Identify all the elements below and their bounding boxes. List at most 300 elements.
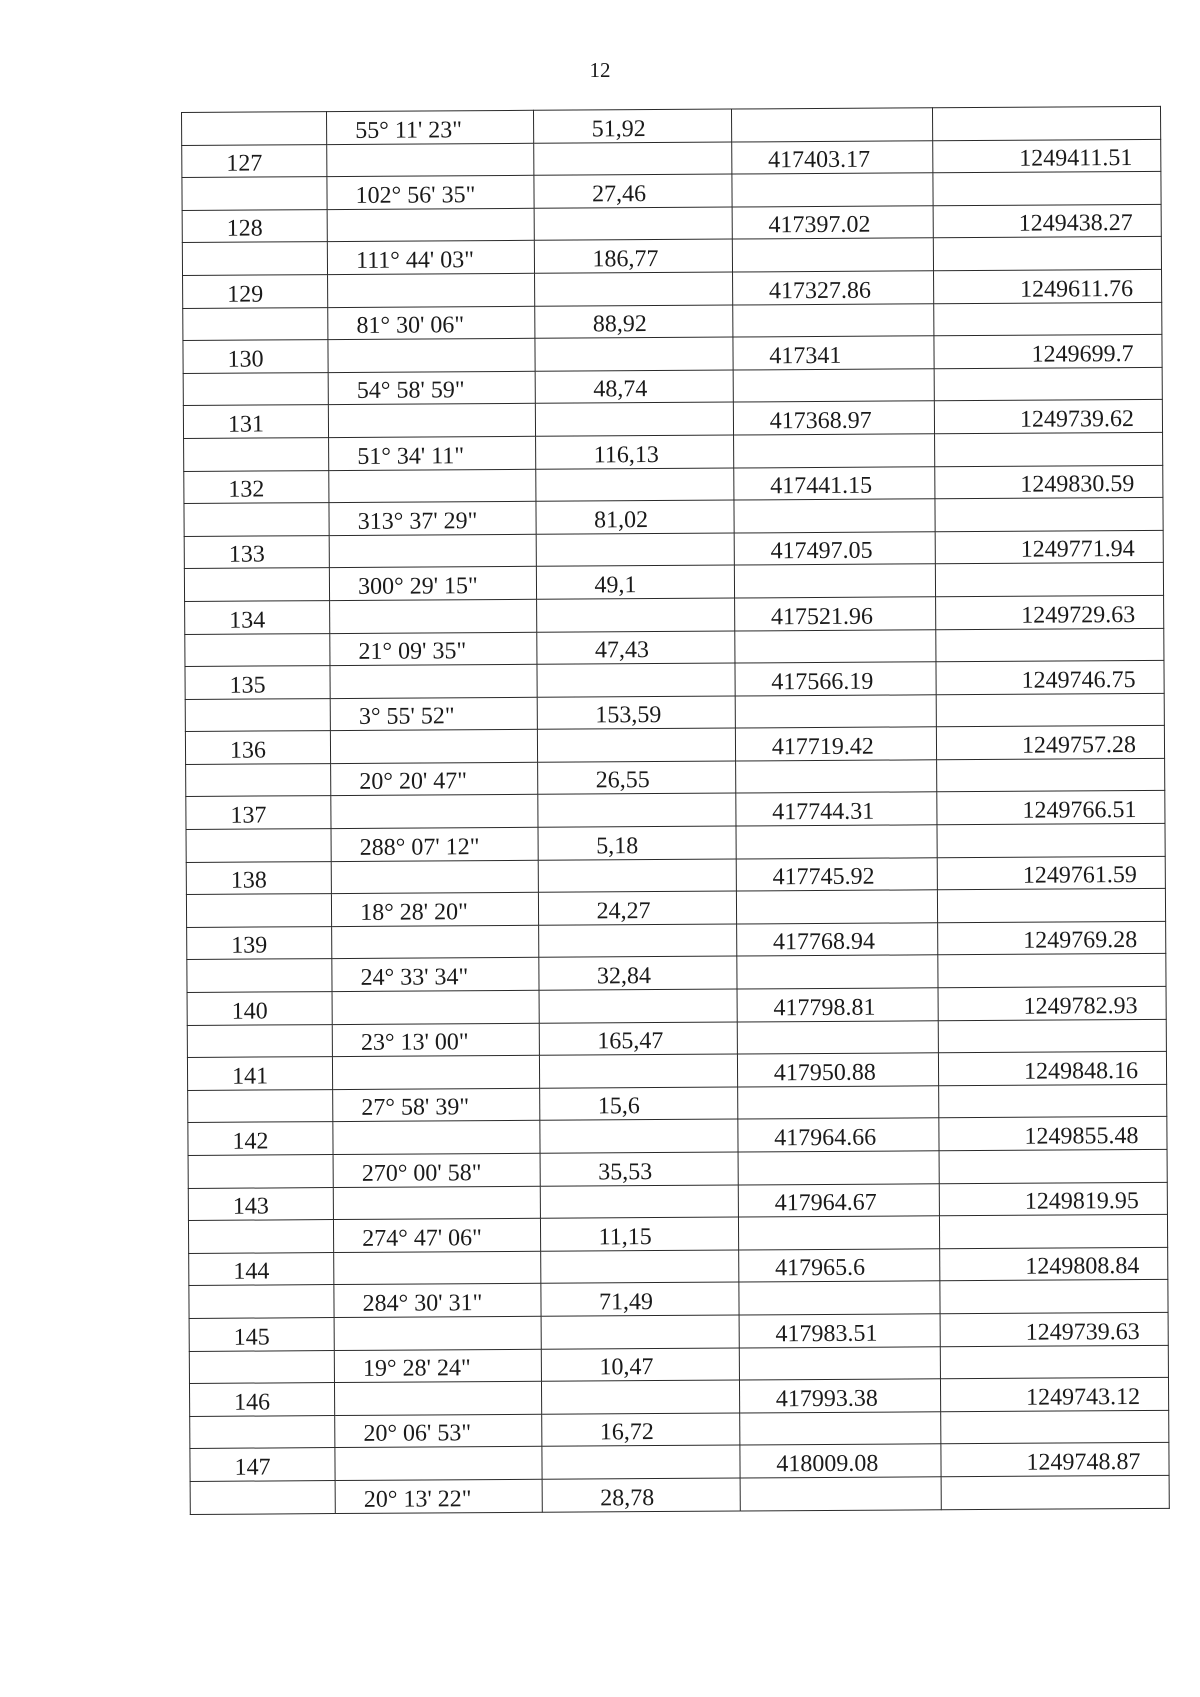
direction-angle-text: 274° 47' 06" bbox=[362, 1224, 482, 1252]
distance-text: 71,49 bbox=[598, 1289, 654, 1316]
distance-cell bbox=[536, 598, 734, 632]
x-coordinate-cell bbox=[731, 140, 933, 174]
y-coordinate-cell bbox=[935, 530, 1163, 564]
y-coordinate-cell bbox=[934, 367, 1162, 401]
point-number-text: 144 bbox=[233, 1258, 270, 1286]
direction-angle-cell bbox=[335, 1479, 542, 1513]
x-coordinate-cell bbox=[732, 173, 934, 207]
x-coordinate-text: 417964.66 bbox=[774, 1124, 877, 1152]
direction-angle-cell bbox=[333, 1186, 540, 1220]
y-coordinate-cell bbox=[941, 1410, 1169, 1444]
y-coordinate-cell bbox=[940, 1247, 1168, 1281]
y-coordinate-cell bbox=[936, 726, 1164, 760]
direction-angle-cell bbox=[334, 1349, 541, 1383]
y-coordinate-cell bbox=[937, 758, 1165, 792]
y-coordinate-text: 1249782.93 bbox=[1023, 992, 1138, 1020]
point-number-cell bbox=[187, 959, 332, 993]
y-coordinate-cell bbox=[935, 497, 1163, 531]
x-coordinate-text: 417964.67 bbox=[774, 1189, 877, 1217]
x-coordinate-text: 417327.86 bbox=[768, 277, 871, 304]
point-number-text: 147 bbox=[234, 1454, 271, 1481]
direction-angle-text: 3° 55' 52" bbox=[358, 703, 455, 731]
distance-cell bbox=[534, 272, 732, 306]
distance-cell bbox=[539, 1087, 737, 1121]
y-coordinate-cell bbox=[933, 237, 1161, 271]
point-number-cell bbox=[190, 1480, 335, 1514]
point-number-text: 130 bbox=[227, 346, 264, 373]
distance-cell bbox=[539, 1022, 737, 1056]
point-number-text: 128 bbox=[226, 215, 263, 243]
y-coordinate-text: 1249819.95 bbox=[1024, 1188, 1139, 1215]
x-coordinate-text: 418009.08 bbox=[776, 1450, 879, 1478]
distance-cell bbox=[541, 1413, 739, 1447]
point-number-cell bbox=[188, 1220, 333, 1254]
direction-angle-cell bbox=[329, 567, 536, 601]
distance-text: 32,84 bbox=[596, 963, 652, 990]
point-number-text: 143 bbox=[232, 1193, 269, 1220]
direction-angle-cell bbox=[334, 1251, 541, 1285]
point-number-cell bbox=[187, 926, 332, 960]
distance-cell bbox=[541, 1380, 739, 1414]
point-number-cell bbox=[183, 372, 328, 406]
distance-cell bbox=[535, 402, 733, 436]
distance-cell bbox=[540, 1250, 738, 1284]
distance-cell bbox=[534, 207, 732, 241]
direction-angle-cell bbox=[331, 762, 538, 796]
distance-cell bbox=[533, 142, 731, 176]
distance-cell bbox=[538, 859, 736, 893]
y-coordinate-text: 1249757.28 bbox=[1021, 731, 1137, 759]
direction-angle-cell bbox=[329, 469, 536, 503]
point-number-cell bbox=[182, 144, 327, 178]
y-coordinate-cell bbox=[940, 1280, 1168, 1314]
distance-text: 27,46 bbox=[591, 180, 647, 208]
y-coordinate-cell bbox=[933, 139, 1161, 173]
y-coordinate-cell bbox=[939, 1117, 1167, 1151]
point-number-cell bbox=[185, 600, 330, 634]
point-number-cell bbox=[184, 535, 329, 569]
distance-text: 153,59 bbox=[595, 702, 662, 729]
x-coordinate-cell bbox=[736, 923, 938, 957]
point-number-text: 136 bbox=[229, 737, 267, 764]
y-coordinate-text: 1249748.87 bbox=[1026, 1448, 1141, 1476]
y-coordinate-cell bbox=[936, 628, 1164, 662]
point-number-cell bbox=[184, 568, 329, 602]
direction-angle-cell bbox=[334, 1316, 541, 1350]
direction-angle-cell bbox=[332, 893, 539, 927]
direction-angle-text: 300° 29' 15" bbox=[358, 573, 478, 600]
x-coordinate-cell bbox=[739, 1346, 941, 1380]
distance-text: 165,47 bbox=[597, 1028, 664, 1055]
x-coordinate-text: 417983.51 bbox=[775, 1320, 878, 1347]
x-coordinate-cell bbox=[738, 1118, 940, 1152]
distance-cell bbox=[540, 1185, 738, 1219]
point-number-cell bbox=[183, 340, 328, 374]
point-number-text: 145 bbox=[233, 1324, 270, 1351]
direction-angle-text: 20° 20' 47" bbox=[359, 768, 468, 796]
point-number-cell bbox=[188, 1122, 333, 1156]
point-number-cell bbox=[186, 861, 331, 895]
distance-cell bbox=[539, 989, 737, 1023]
distance-cell bbox=[541, 1445, 739, 1479]
y-coordinate-text: 1249808.84 bbox=[1025, 1253, 1140, 1281]
y-coordinate-text: 1249746.75 bbox=[1021, 666, 1136, 694]
direction-angle-text: 284° 30' 31" bbox=[362, 1290, 483, 1317]
x-coordinate-text: 417965.6 bbox=[774, 1255, 866, 1282]
direction-angle-cell bbox=[333, 1153, 540, 1187]
direction-angle-cell bbox=[329, 534, 536, 568]
point-number-text: 129 bbox=[227, 281, 264, 308]
x-coordinate-text: 417768.94 bbox=[772, 929, 876, 956]
direction-angle-cell bbox=[331, 730, 538, 764]
point-number-cell bbox=[185, 666, 330, 700]
x-coordinate-cell bbox=[737, 955, 939, 989]
y-coordinate-cell bbox=[941, 1443, 1169, 1477]
distance-cell bbox=[539, 1054, 737, 1088]
point-number-cell bbox=[188, 1155, 333, 1189]
x-coordinate-cell bbox=[735, 760, 937, 794]
distance-cell bbox=[536, 565, 734, 599]
direction-angle-cell bbox=[333, 1121, 540, 1155]
x-coordinate-cell bbox=[735, 694, 937, 728]
distance-cell bbox=[537, 761, 735, 795]
direction-angle-cell bbox=[328, 371, 535, 405]
point-number-cell bbox=[189, 1252, 334, 1286]
distance-text: 5,18 bbox=[596, 832, 639, 860]
x-coordinate-cell bbox=[734, 564, 936, 598]
x-coordinate-cell bbox=[731, 108, 933, 142]
y-coordinate-text: 1249438.27 bbox=[1018, 210, 1133, 238]
direction-angle-cell bbox=[330, 632, 537, 666]
y-coordinate-text: 1249761.59 bbox=[1022, 862, 1137, 889]
distance-text: 24,27 bbox=[596, 897, 651, 925]
distance-cell bbox=[538, 826, 736, 860]
distance-text: 51,92 bbox=[591, 115, 646, 143]
x-coordinate-cell bbox=[738, 1216, 940, 1250]
x-coordinate-cell bbox=[733, 434, 935, 468]
direction-angle-cell bbox=[332, 1023, 539, 1057]
y-coordinate-cell bbox=[936, 693, 1164, 727]
distance-cell bbox=[535, 435, 733, 469]
direction-angle-cell bbox=[331, 795, 538, 829]
y-coordinate-cell bbox=[936, 660, 1164, 694]
x-coordinate-text: 417798.81 bbox=[773, 994, 876, 1021]
point-number-cell bbox=[183, 405, 328, 439]
y-coordinate-text: 1249739.62 bbox=[1019, 405, 1135, 433]
x-coordinate-text: 417993.38 bbox=[775, 1385, 878, 1413]
x-coordinate-cell bbox=[740, 1477, 942, 1511]
x-coordinate-cell bbox=[737, 1020, 939, 1054]
y-coordinate-cell bbox=[939, 1182, 1167, 1216]
direction-angle-cell bbox=[328, 338, 535, 372]
y-coordinate-cell bbox=[935, 432, 1163, 466]
point-number-text: 141 bbox=[231, 1063, 269, 1090]
x-coordinate-text: 417566.19 bbox=[771, 668, 874, 695]
distance-text: 186,77 bbox=[592, 245, 659, 273]
y-coordinate-cell bbox=[935, 465, 1163, 499]
direction-angle-text: 111° 44' 03" bbox=[355, 247, 475, 274]
direction-angle-cell bbox=[329, 501, 536, 535]
distance-text: 16,72 bbox=[599, 1419, 654, 1446]
point-number-text: 127 bbox=[226, 150, 263, 177]
coordinates-table-body bbox=[182, 106, 1170, 1514]
y-coordinate-text: 1249739.63 bbox=[1025, 1318, 1140, 1346]
x-coordinate-cell bbox=[735, 629, 937, 663]
direction-angle-text: 270° 00' 58" bbox=[361, 1159, 482, 1187]
y-coordinate-cell bbox=[937, 823, 1165, 857]
y-coordinate-cell bbox=[937, 791, 1165, 825]
point-number-cell bbox=[187, 992, 332, 1026]
point-number-cell bbox=[185, 633, 330, 667]
x-coordinate-cell bbox=[737, 1086, 939, 1120]
y-coordinate-cell bbox=[934, 302, 1162, 336]
direction-angle-cell bbox=[327, 175, 534, 209]
y-coordinate-text: 1249611.76 bbox=[1019, 275, 1134, 303]
y-coordinate-cell bbox=[938, 986, 1166, 1020]
distance-cell bbox=[536, 533, 734, 567]
segment-row bbox=[190, 1475, 1169, 1514]
direction-angle-cell bbox=[331, 827, 538, 861]
y-coordinate-cell bbox=[940, 1345, 1168, 1379]
y-coordinate-text: 1249411.51 bbox=[1019, 145, 1133, 172]
y-coordinate-cell bbox=[939, 1084, 1167, 1118]
direction-angle-text: 102° 56' 35" bbox=[355, 181, 476, 209]
x-coordinate-cell bbox=[737, 1053, 939, 1087]
point-number-cell bbox=[189, 1318, 334, 1352]
x-coordinate-cell bbox=[736, 857, 938, 891]
y-coordinate-cell bbox=[938, 921, 1166, 955]
y-coordinate-cell bbox=[937, 889, 1165, 923]
distance-cell bbox=[535, 370, 733, 404]
distance-text: 81,02 bbox=[594, 506, 649, 534]
point-number-cell bbox=[186, 796, 331, 830]
point-number-cell bbox=[184, 438, 329, 472]
point-number-cell bbox=[186, 829, 331, 863]
point-number-cell bbox=[182, 242, 327, 276]
distance-text: 48,74 bbox=[593, 376, 648, 403]
x-coordinate-text: 417441.15 bbox=[770, 472, 873, 500]
direction-angle-text: 27° 58' 39" bbox=[361, 1094, 470, 1122]
x-coordinate-text: 417497.05 bbox=[770, 537, 873, 565]
point-number-text: 131 bbox=[227, 411, 265, 438]
point-number-text: 137 bbox=[230, 802, 267, 829]
x-coordinate-text: 417719.42 bbox=[771, 733, 874, 761]
direction-angle-cell bbox=[328, 273, 535, 307]
distance-cell bbox=[541, 1315, 739, 1349]
x-coordinate-text: 417403.17 bbox=[768, 146, 871, 174]
direction-angle-text: 21° 09' 35" bbox=[358, 638, 467, 665]
point-number-text: 142 bbox=[232, 1128, 269, 1155]
point-number-cell bbox=[183, 275, 328, 309]
direction-angle-cell bbox=[327, 208, 534, 242]
direction-angle-cell bbox=[334, 1284, 541, 1318]
point-number-text: 135 bbox=[229, 672, 266, 699]
point-number-cell bbox=[189, 1285, 334, 1319]
y-coordinate-cell bbox=[940, 1215, 1168, 1249]
distance-cell bbox=[535, 500, 733, 534]
x-coordinate-text: 417397.02 bbox=[768, 212, 871, 239]
x-coordinate-cell bbox=[733, 401, 935, 435]
direction-angle-text: 288° 07' 12" bbox=[359, 833, 480, 861]
direction-angle-text: 54° 58' 59" bbox=[356, 377, 465, 405]
x-coordinate-cell bbox=[739, 1412, 941, 1446]
distance-cell bbox=[534, 239, 732, 273]
coordinates-table bbox=[181, 106, 1170, 1515]
x-coordinate-cell bbox=[735, 662, 937, 696]
point-number-cell bbox=[182, 112, 327, 146]
point-number-text: 133 bbox=[228, 541, 265, 569]
page-number: 12 bbox=[589, 58, 611, 82]
direction-angle-cell bbox=[328, 404, 535, 438]
distance-cell bbox=[537, 793, 735, 827]
y-coordinate-text: 1249830.59 bbox=[1020, 471, 1135, 498]
point-number-cell bbox=[189, 1350, 334, 1384]
y-coordinate-text: 1249743.12 bbox=[1026, 1383, 1141, 1411]
x-coordinate-cell bbox=[738, 1249, 940, 1283]
distance-cell bbox=[539, 1119, 737, 1153]
direction-angle-text: 81° 30' 06" bbox=[356, 312, 465, 340]
point-number-cell bbox=[184, 470, 329, 504]
point-number-cell bbox=[187, 1057, 332, 1091]
y-coordinate-cell bbox=[934, 269, 1162, 303]
x-coordinate-cell bbox=[733, 336, 935, 370]
distance-cell bbox=[540, 1217, 738, 1251]
direction-angle-cell bbox=[335, 1414, 542, 1448]
x-coordinate-cell bbox=[736, 890, 938, 924]
direction-angle-text: 18° 28' 20" bbox=[360, 899, 468, 926]
x-coordinate-cell bbox=[732, 238, 934, 272]
point-number-text: 132 bbox=[228, 476, 265, 503]
direction-angle-cell bbox=[330, 664, 537, 698]
point-number-cell bbox=[184, 503, 329, 537]
direction-angle-cell bbox=[330, 697, 537, 731]
x-coordinate-cell bbox=[736, 792, 938, 826]
point-number-cell bbox=[187, 1024, 332, 1058]
point-number-cell bbox=[190, 1448, 335, 1482]
x-coordinate-cell bbox=[739, 1379, 941, 1413]
direction-angle-text: 20° 06' 53" bbox=[363, 1420, 472, 1448]
y-coordinate-cell bbox=[933, 172, 1161, 206]
point-number-cell bbox=[188, 1089, 333, 1123]
x-coordinate-cell bbox=[737, 988, 939, 1022]
y-coordinate-text: 1249855.48 bbox=[1024, 1123, 1139, 1150]
y-coordinate-cell bbox=[934, 334, 1162, 368]
point-number-cell bbox=[183, 307, 328, 341]
distance-cell bbox=[533, 109, 731, 143]
distance-text: 116,13 bbox=[593, 441, 659, 468]
distance-cell bbox=[540, 1282, 738, 1316]
direction-angle-cell bbox=[331, 860, 538, 894]
distance-cell bbox=[537, 728, 735, 762]
point-number-cell bbox=[185, 731, 330, 765]
y-coordinate-text: 1249848.16 bbox=[1023, 1057, 1139, 1085]
direction-angle-text: 51° 34' 11" bbox=[357, 442, 465, 470]
y-coordinate-text: 1249769.28 bbox=[1023, 927, 1138, 955]
x-coordinate-cell bbox=[736, 825, 938, 859]
distance-text: 88,92 bbox=[592, 311, 647, 338]
x-coordinate-cell bbox=[733, 303, 935, 337]
direction-angle-cell bbox=[332, 958, 539, 992]
y-coordinate-text: 1249766.51 bbox=[1022, 797, 1137, 824]
distance-text: 10,47 bbox=[599, 1354, 654, 1381]
y-coordinate-cell bbox=[941, 1377, 1169, 1411]
direction-angle-cell bbox=[333, 1055, 540, 1089]
point-number-cell bbox=[182, 177, 327, 211]
direction-angle-cell bbox=[332, 990, 539, 1024]
distance-cell bbox=[541, 1348, 739, 1382]
distance-cell bbox=[534, 337, 732, 371]
distance-text: 35,53 bbox=[598, 1158, 653, 1185]
distance-cell bbox=[538, 924, 736, 958]
direction-angle-text: 23° 13' 00" bbox=[360, 1029, 469, 1057]
x-coordinate-cell bbox=[734, 466, 936, 500]
x-coordinate-cell bbox=[734, 499, 936, 533]
y-coordinate-cell bbox=[939, 1149, 1167, 1183]
x-coordinate-text: 417341 bbox=[769, 342, 842, 370]
x-coordinate-cell bbox=[738, 1183, 940, 1217]
y-coordinate-cell bbox=[938, 954, 1166, 988]
x-coordinate-cell bbox=[732, 206, 934, 240]
point-number-cell bbox=[189, 1383, 334, 1417]
point-number-text: 138 bbox=[230, 867, 267, 894]
point-number-text: 134 bbox=[229, 606, 266, 634]
direction-angle-cell bbox=[335, 1381, 542, 1415]
distance-cell bbox=[537, 663, 735, 697]
point-number-text: 139 bbox=[231, 932, 268, 960]
y-coordinate-cell bbox=[939, 1052, 1167, 1086]
distance-cell bbox=[542, 1478, 740, 1512]
distance-cell bbox=[535, 468, 733, 502]
x-coordinate-cell bbox=[739, 1281, 941, 1315]
y-coordinate-cell bbox=[933, 106, 1161, 140]
x-coordinate-cell bbox=[735, 727, 937, 761]
direction-angle-cell bbox=[328, 306, 535, 340]
distance-cell bbox=[533, 174, 731, 208]
point-number-text: 146 bbox=[234, 1389, 271, 1416]
direction-angle-cell bbox=[329, 436, 536, 470]
distance-cell bbox=[534, 305, 732, 339]
direction-angle-text: 313° 37' 29" bbox=[357, 507, 478, 535]
direction-angle-cell bbox=[333, 1088, 540, 1122]
direction-angle-cell bbox=[327, 241, 534, 275]
x-coordinate-cell bbox=[733, 369, 935, 403]
distance-text: 11,15 bbox=[598, 1223, 652, 1251]
distance-text: 47,43 bbox=[594, 637, 650, 664]
distance-text: 28,78 bbox=[600, 1484, 655, 1511]
direction-angle-cell bbox=[330, 599, 537, 633]
y-coordinate-cell bbox=[941, 1475, 1169, 1509]
x-coordinate-cell bbox=[734, 531, 936, 565]
distance-cell bbox=[536, 631, 734, 665]
point-number-text: 140 bbox=[231, 998, 268, 1025]
direction-angle-cell bbox=[327, 143, 534, 177]
x-coordinate-text: 417745.92 bbox=[772, 863, 875, 891]
distance-cell bbox=[538, 956, 736, 990]
direction-angle-text: 55° 11' 23" bbox=[355, 116, 463, 144]
distance-cell bbox=[538, 891, 736, 925]
y-coordinate-cell bbox=[933, 204, 1161, 238]
y-coordinate-cell bbox=[936, 595, 1164, 629]
y-coordinate-cell bbox=[934, 400, 1162, 434]
point-number-cell bbox=[188, 1187, 333, 1221]
direction-angle-cell bbox=[334, 1218, 541, 1252]
direction-angle-text: 20° 13' 22" bbox=[363, 1485, 472, 1513]
y-coordinate-cell bbox=[940, 1312, 1168, 1346]
x-coordinate-cell bbox=[739, 1314, 941, 1348]
x-coordinate-text: 417950.88 bbox=[773, 1059, 876, 1087]
direction-angle-cell bbox=[335, 1447, 542, 1481]
y-coordinate-text: 1249699.7 bbox=[1031, 340, 1134, 368]
